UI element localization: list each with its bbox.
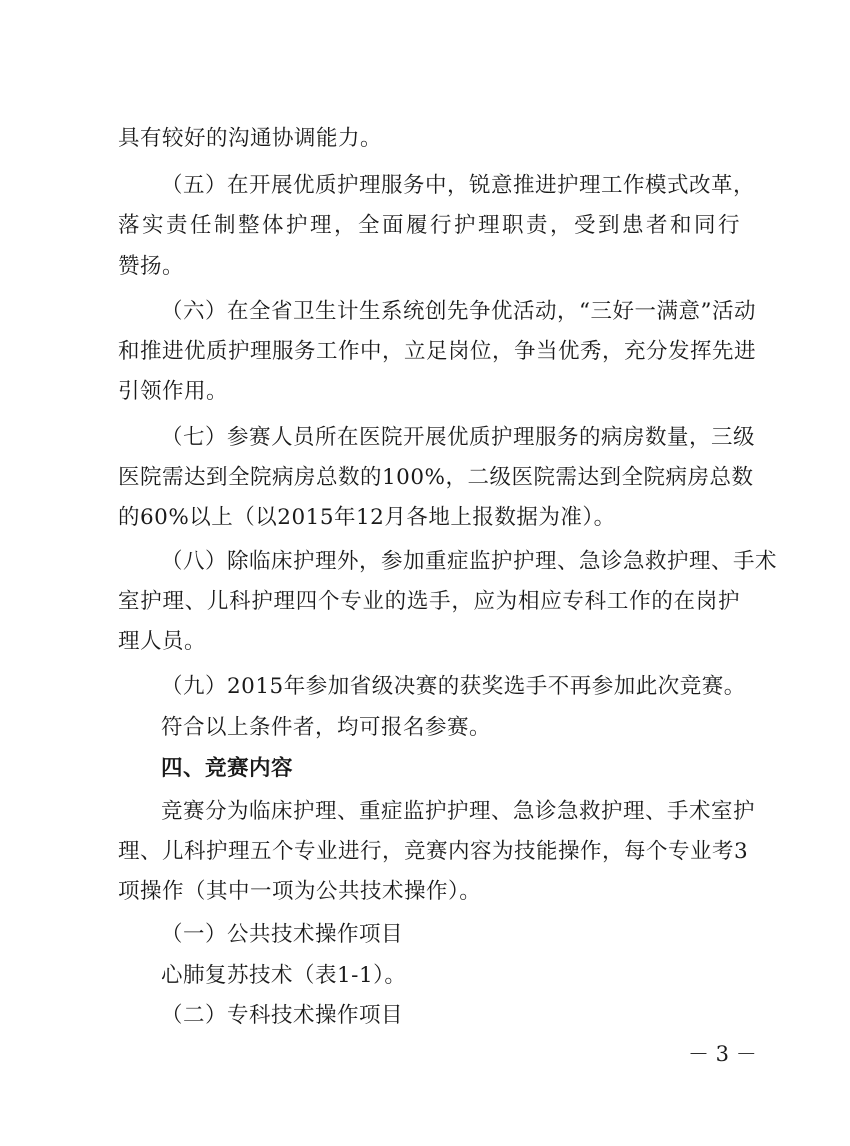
subsection-heading: （二）专科技术操作项目 xyxy=(161,1003,404,1028)
subsection-heading: （一）公共技术操作项目 xyxy=(161,922,404,947)
paragraph-line: 符合以上条件者，均可报名参赛。 xyxy=(161,715,492,740)
paragraph-line: 落实责任制整体护理，全面履行护理职责，受到患者和同行 xyxy=(118,213,740,238)
page-number: － 3 － xyxy=(688,1042,757,1066)
paragraph-line: （六）在全省卫生计生系统创先争优活动，“三好一满意”活动 xyxy=(161,299,756,324)
paragraph-line: 的60%以上（以2015年12月各地上报数据为准）。 xyxy=(118,505,616,530)
paragraph-line: 理人员。 xyxy=(118,629,207,654)
paragraph-line: 具有较好的沟通协调能力。 xyxy=(118,126,383,151)
paragraph-line: （八）除临床护理外，参加重症监护护理、急诊急救护理、手术 xyxy=(161,549,778,574)
paragraph-line: 赞扬。 xyxy=(118,254,185,279)
paragraph-line: 引领作用。 xyxy=(118,379,229,404)
paragraph-line: （五）在开展优质护理服务中，锐意推进护理工作模式改革， xyxy=(161,173,756,198)
paragraph-line: 竞赛分为临床护理、重症监护护理、急诊急救护理、手术室护 xyxy=(161,799,756,824)
paragraph-line: 室护理、儿科护理四个专业的选手，应为相应专科工作的在岗护 xyxy=(118,589,740,614)
section-heading: 四、竞赛内容 xyxy=(161,756,294,781)
paragraph-line: （七）参赛人员所在医院开展优质护理服务的病房数量，三级 xyxy=(161,425,756,450)
paragraph-line: 项操作（其中一项为公共技术操作）。 xyxy=(118,879,482,904)
paragraph-line: 心肺复苏技术（表1-1）。 xyxy=(161,963,407,988)
paragraph-line: （九）2015年参加省级决赛的获奖选手不再参加此次竞赛。 xyxy=(161,674,746,699)
paragraph-line: 和推进优质护理服务工作中，立足岗位，争当优秀，充分发挥先进 xyxy=(118,339,757,364)
paragraph-line: 医院需达到全院病房总数的100%，二级医院需达到全院病房总数 xyxy=(118,465,754,490)
paragraph-line: 理、儿科护理五个专业进行，竞赛内容为技能操作，每个专业考3 xyxy=(118,839,749,864)
